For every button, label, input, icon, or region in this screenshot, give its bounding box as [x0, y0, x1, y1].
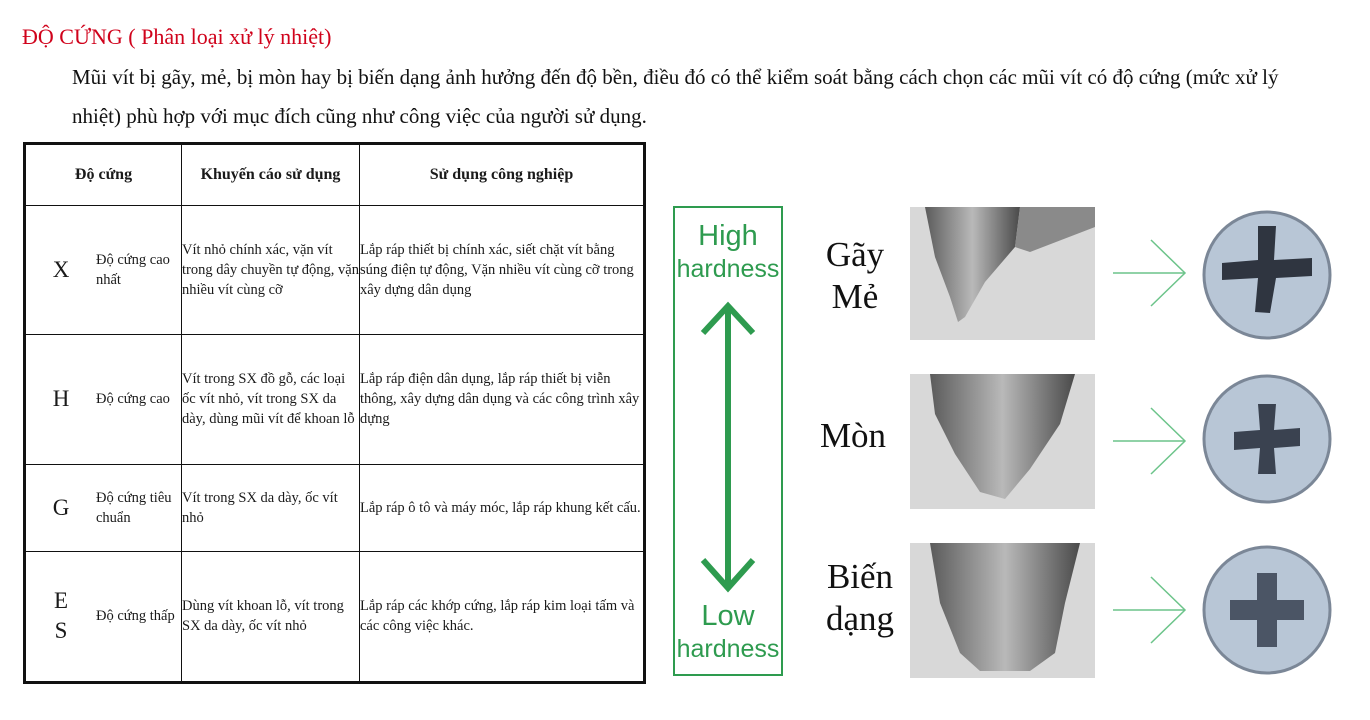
chipped-line2: Mẻ	[831, 277, 879, 316]
chipped-line1: Gãy	[825, 235, 885, 274]
grade-label: Độ cứng thấp	[96, 608, 175, 625]
worn-bit-photo	[910, 374, 1095, 509]
grade-letter: G	[52, 494, 70, 520]
high-text: High	[698, 220, 758, 252]
grade-cell	[25, 551, 182, 682]
grade-letter: X	[52, 257, 70, 283]
grade-cell	[25, 464, 182, 551]
high-sub-text: hardness	[676, 255, 780, 283]
arrow-right-icon	[1113, 406, 1188, 476]
table-row	[25, 551, 645, 682]
industrial-cell: Lắp ráp điện dân dụng, lắp ráp thiết bị viễn thông, xây dựng dân dụng và các công trình xây dựng	[360, 335, 645, 464]
header-hardness: Độ cứng	[25, 144, 182, 206]
industrial-cell: Lắp ráp các khớp cứng, lắp ráp kim loại tấm và các công việc khác.	[360, 551, 645, 682]
recommendation-cell: Dùng vít khoan lỗ, vít trong SX da dày, ốc vít nhỏ	[182, 551, 360, 682]
worn-label: Mòn	[819, 416, 887, 455]
deformed-line2: dạng	[825, 599, 895, 638]
deformed-line1: Biến	[826, 557, 894, 596]
industrial-cell: Lắp ráp thiết bị chính xác, siết chặt vít bằng súng điện tự động, Vặn nhiều vít cùng cỡ trong xây dựng dân dụng	[360, 206, 645, 335]
hardness-scale	[673, 206, 783, 676]
double-arrow-icon	[675, 298, 780, 598]
grade-cell	[25, 335, 182, 464]
grade-letter: H	[52, 386, 70, 412]
table-row	[25, 335, 645, 464]
page-title: ĐỘ CỨNG ( Phân loại xử lý nhiệt)	[22, 24, 332, 49]
table-header-row	[25, 144, 645, 206]
deformed-screw-photo	[1200, 543, 1335, 678]
header-industrial: Sử dụng công nghiệp	[360, 144, 645, 206]
low-sub-text: hardness	[676, 635, 780, 663]
chipped-screw-photo	[1200, 208, 1335, 343]
table-row	[25, 206, 645, 335]
arrow-right-icon	[1113, 575, 1188, 645]
deformed-bit-photo	[910, 543, 1095, 678]
recommendation-cell: Vít trong SX da dày, ốc vít nhỏ	[182, 464, 360, 551]
worn-screw-photo	[1200, 372, 1335, 507]
chipped-bit-photo	[910, 207, 1095, 340]
grade-letter: E S	[53, 588, 69, 644]
header-recommendation: Khuyến cáo sử dụng	[182, 144, 360, 206]
recommendation-cell: Vít trong SX đồ gỗ, các loại ốc vít nhỏ, vít trong SX da dày, dùng mũi vít để khoan lỗ	[182, 335, 360, 464]
low-hardness-label	[675, 598, 781, 664]
grade-cell	[25, 206, 182, 335]
arrow-right-icon	[1113, 238, 1188, 308]
high-hardness-label	[675, 218, 781, 284]
grade-label: Độ cứng cao nhất	[96, 252, 170, 289]
intro-paragraph: Mũi vít bị gãy, mẻ, bị mòn hay bị biến dạng ảnh hưởng đến độ bền, điều đó có thể kiểm soát bằng cách chọn các mũi vít có độ cứng (mức xử lý nhiệt) phù hợp với mục đích cũng như công việc của người sử dụng.	[72, 65, 1279, 128]
grade-label: Độ cứng tiêu chuẩn	[96, 489, 172, 526]
chipped-label	[795, 234, 915, 318]
grade-label: Độ cứng cao	[96, 391, 170, 408]
hardness-table	[23, 142, 646, 684]
table-row	[25, 464, 645, 551]
low-text: Low	[701, 600, 755, 632]
recommendation-cell: Vít nhỏ chính xác, vặn vít trong dây chuyền tự động, vặn nhiều vít cùng cỡ	[182, 206, 360, 335]
industrial-cell: Lắp ráp ô tô và máy móc, lắp ráp khung kết cấu.	[360, 464, 645, 551]
deformed-label	[800, 556, 920, 640]
